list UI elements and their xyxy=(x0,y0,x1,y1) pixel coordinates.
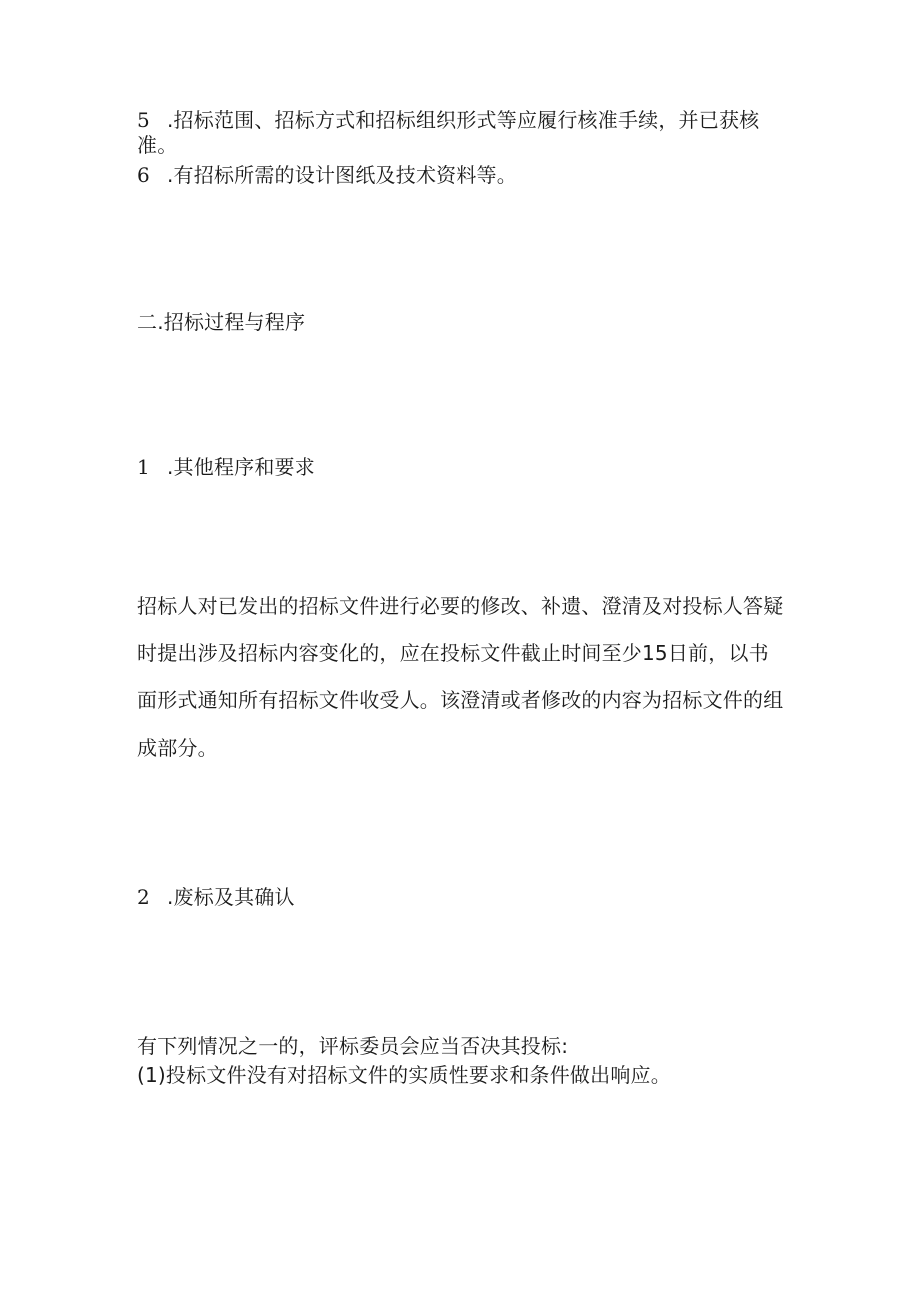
subsection-1-heading xyxy=(137,455,315,479)
item-5-line-1 xyxy=(137,108,759,132)
item-6-number: 6 xyxy=(137,163,150,187)
subsection-1-text: .其他程序和要求 xyxy=(167,455,315,479)
paragraph-1-line-4: 成部分。 xyxy=(137,736,218,760)
subsection-1-number: 1 xyxy=(137,455,150,479)
subsection-2-text: .废标及其确认 xyxy=(167,885,295,909)
item-5-line-2: 准。 xyxy=(137,133,178,157)
item-5-text: .招标范围、招标方式和招标组织形式等应履行核准手续，并已获核 xyxy=(167,108,760,132)
subsection-2-number: 2 xyxy=(137,885,150,909)
paragraph-2-line-1: 有下列情况之一的，评标委员会应当否决其投标: xyxy=(137,1034,569,1058)
paragraph-2-item-1: (1)投标文件没有对招标文件的实质性要求和条件做出响应。 xyxy=(137,1063,671,1087)
item-5-number: 5 xyxy=(137,108,150,132)
subsection-2-heading xyxy=(137,885,295,909)
paragraph-1-line-1: 招标人对已发出的招标文件进行必要的修改、补遗、澄清及对投标人答疑 xyxy=(137,594,784,618)
item-6 xyxy=(137,163,517,187)
paragraph-1-line-3: 面形式通知所有招标文件收受人。该澄清或者修改的内容为招标文件的组 xyxy=(137,688,784,712)
item-6-text: .有招标所需的设计图纸及技术资料等。 xyxy=(167,163,517,187)
section-heading-2: 二.招标过程与程序 xyxy=(137,310,306,334)
paragraph-1-line-2: 时提出涉及招标内容变化的，应在投标文件截止时间至少15日前，以书 xyxy=(137,641,769,665)
